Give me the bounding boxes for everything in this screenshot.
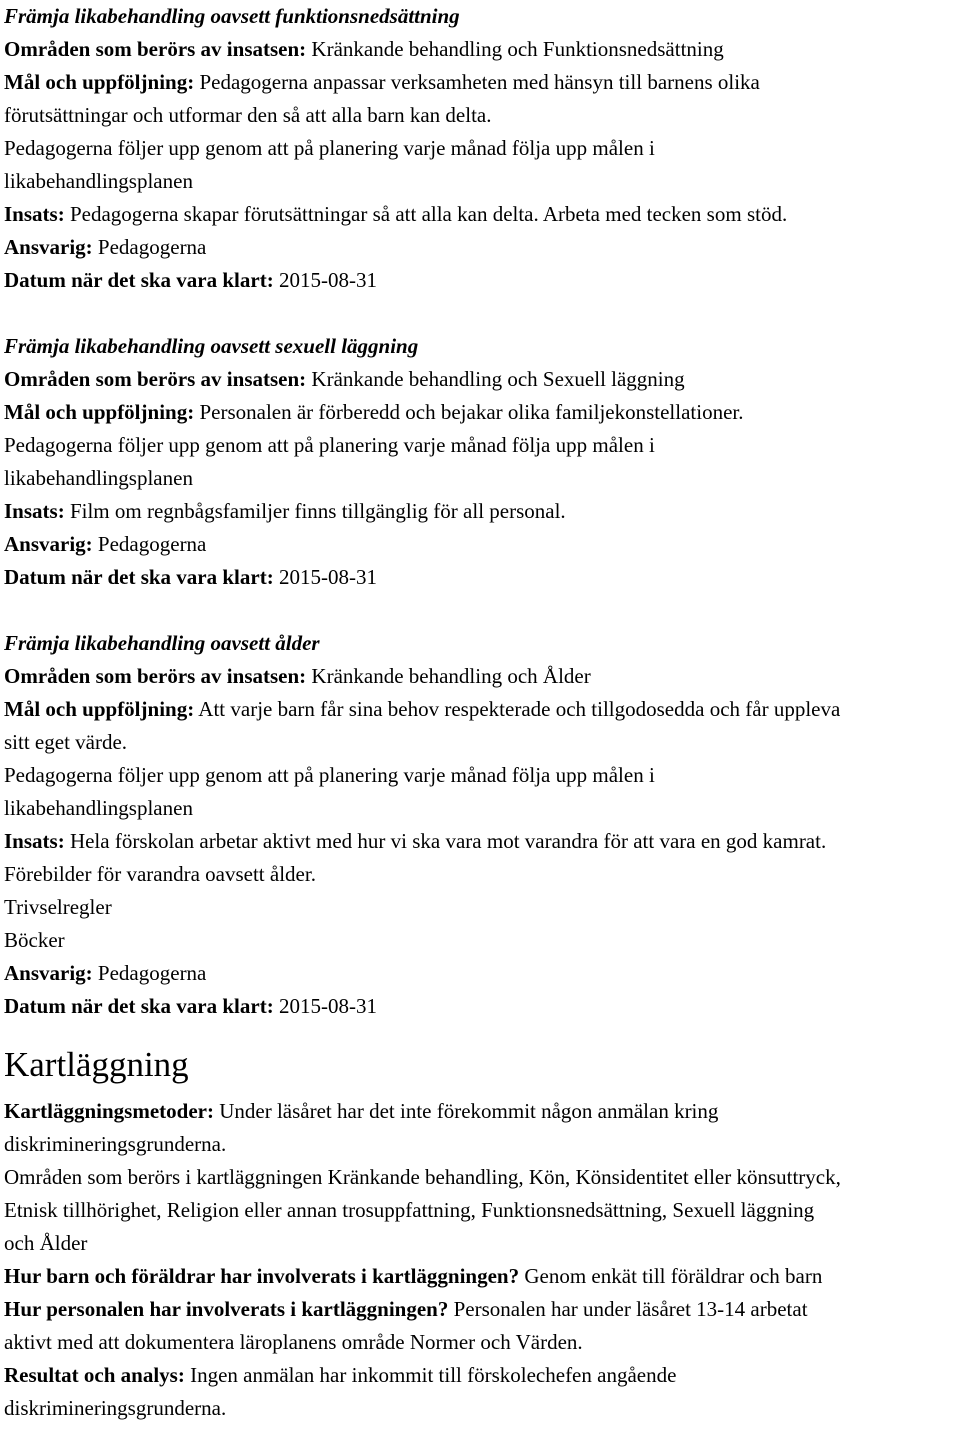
areas-text: Områden som berörs i kartläggningen Kränkande behandling, Kön, Könsidentitet eller könsuttryck, xyxy=(4,1165,841,1189)
result-row xyxy=(4,1359,960,1392)
action-continuation: Förebilder för varandra oavsett ålder. xyxy=(4,862,316,886)
action-value: Hela förskolan arbetar aktivt med hur vi ska vara mot varandra för att vara en god kamrat. xyxy=(69,829,827,853)
action-row xyxy=(4,825,960,858)
followup-text: Pedagogerna följer upp genom att på planering varje månad följa upp målen i xyxy=(4,136,655,160)
action-item-books: Böcker xyxy=(4,928,65,952)
goal-label: Mål och uppföljning: xyxy=(4,697,195,721)
action-value: Film om regnbågsfamiljer finns tillgänglig för all personal. xyxy=(69,499,566,523)
areas-row xyxy=(4,660,960,693)
date-row xyxy=(4,264,960,297)
responsible-label: Ansvarig: xyxy=(4,961,93,985)
date-value: 2015-08-31 xyxy=(278,268,377,292)
date-label: Datum när det ska vara klart: xyxy=(4,994,274,1018)
areas-label: Områden som berörs av insatsen: xyxy=(4,664,307,688)
section-spacer xyxy=(4,594,960,627)
followup-continuation: likabehandlingsplanen xyxy=(4,466,193,490)
result-label: Resultat och analys: xyxy=(4,1363,185,1387)
section-title: Främja likabehandling oavsett sexuell läggning xyxy=(4,334,419,358)
followup-continuation: likabehandlingsplanen xyxy=(4,796,193,820)
areas-value: Kränkande behandling och Funktionsnedsättning xyxy=(311,37,724,61)
goal-row xyxy=(4,66,960,99)
staff-continuation: aktivt med att dokumentera läroplanens område Normer och Värden. xyxy=(4,1330,583,1354)
areas-continuation: Etnisk tillhörighet, Religion eller annan trosuppfattning, Funktionsnedsättning, Sexuell läggning xyxy=(4,1198,815,1222)
areas-continuation-end: och Ålder xyxy=(4,1231,88,1255)
date-row xyxy=(4,561,960,594)
action-item-rules: Trivselregler xyxy=(4,895,112,919)
date-row xyxy=(4,990,960,1023)
staff-row xyxy=(4,1293,960,1326)
result-value: Ingen anmälan har inkommit till förskolechefen angående xyxy=(190,1363,677,1387)
areas-label: Områden som berörs av insatsen: xyxy=(4,37,307,61)
responsible-row xyxy=(4,231,960,264)
section-disability xyxy=(4,0,960,297)
goal-label: Mål och uppföljning: xyxy=(4,400,195,424)
section-sexual-orientation xyxy=(4,330,960,594)
section-title: Främja likabehandling oavsett ålder xyxy=(4,631,320,655)
children-value: Genom enkät till föräldrar och barn xyxy=(524,1264,823,1288)
responsible-row xyxy=(4,957,960,990)
action-label: Insats: xyxy=(4,829,65,853)
action-label: Insats: xyxy=(4,202,65,226)
goal-row xyxy=(4,693,960,726)
goal-value: Att varje barn får sina behov respekterade och tillgodosedda och får uppleva xyxy=(198,697,841,721)
section-mapping xyxy=(4,1035,960,1425)
followup-text: Pedagogerna följer upp genom att på planering varje månad följa upp målen i xyxy=(4,763,655,787)
action-value: Pedagogerna skapar förutsättningar så att alla kan delta. Arbeta med tecken som stöd. xyxy=(69,202,788,226)
date-label: Datum när det ska vara klart: xyxy=(4,268,274,292)
followup-continuation: likabehandlingsplanen xyxy=(4,169,193,193)
followup-text: Pedagogerna följer upp genom att på planering varje månad följa upp målen i xyxy=(4,433,655,457)
date-value: 2015-08-31 xyxy=(278,994,377,1018)
staff-label: Hur personalen har involverats i kartläggningen? xyxy=(4,1297,449,1321)
responsible-value: Pedagogerna xyxy=(97,235,207,259)
areas-row xyxy=(4,33,960,66)
methods-label: Kartläggningsmetoder: xyxy=(4,1099,214,1123)
section-age xyxy=(4,627,960,1023)
responsible-label: Ansvarig: xyxy=(4,235,93,259)
action-row xyxy=(4,198,960,231)
mapping-heading: Kartläggning xyxy=(4,1045,189,1084)
action-row xyxy=(4,495,960,528)
goal-continuation: förutsättningar och utformar den så att alla barn kan delta. xyxy=(4,103,492,127)
areas-row xyxy=(4,363,960,396)
children-label: Hur barn och föräldrar har involverats i kartläggningen? xyxy=(4,1264,520,1288)
responsible-label: Ansvarig: xyxy=(4,532,93,556)
staff-value: Personalen har under läsåret 13-14 arbetat xyxy=(453,1297,808,1321)
areas-label: Områden som berörs av insatsen: xyxy=(4,367,307,391)
areas-value: Kränkande behandling och Sexuell läggning xyxy=(311,367,685,391)
methods-continuation: diskrimineringsgrunderna. xyxy=(4,1132,227,1156)
date-value: 2015-08-31 xyxy=(278,565,377,589)
responsible-row xyxy=(4,528,960,561)
responsible-value: Pedagogerna xyxy=(97,532,207,556)
methods-row xyxy=(4,1095,960,1128)
goal-label: Mål och uppföljning: xyxy=(4,70,195,94)
children-row xyxy=(4,1260,960,1293)
goal-value: Personalen är förberedd och bejakar olika familjekonstellationer. xyxy=(199,400,744,424)
date-label: Datum när det ska vara klart: xyxy=(4,565,274,589)
methods-value: Under läsåret har det inte förekommit någon anmälan kring xyxy=(219,1099,719,1123)
areas-value: Kränkande behandling och Ålder xyxy=(311,664,591,688)
section-spacer xyxy=(4,297,960,330)
responsible-value: Pedagogerna xyxy=(97,961,207,985)
result-continuation: diskrimineringsgrunderna. xyxy=(4,1396,227,1420)
section-title: Främja likabehandling oavsett funktionsnedsättning xyxy=(4,4,460,28)
goal-continuation: sitt eget värde. xyxy=(4,730,128,754)
goal-value: Pedagogerna anpassar verksamheten med hänsyn till barnens olika xyxy=(199,70,760,94)
goal-row xyxy=(4,396,960,429)
action-label: Insats: xyxy=(4,499,65,523)
